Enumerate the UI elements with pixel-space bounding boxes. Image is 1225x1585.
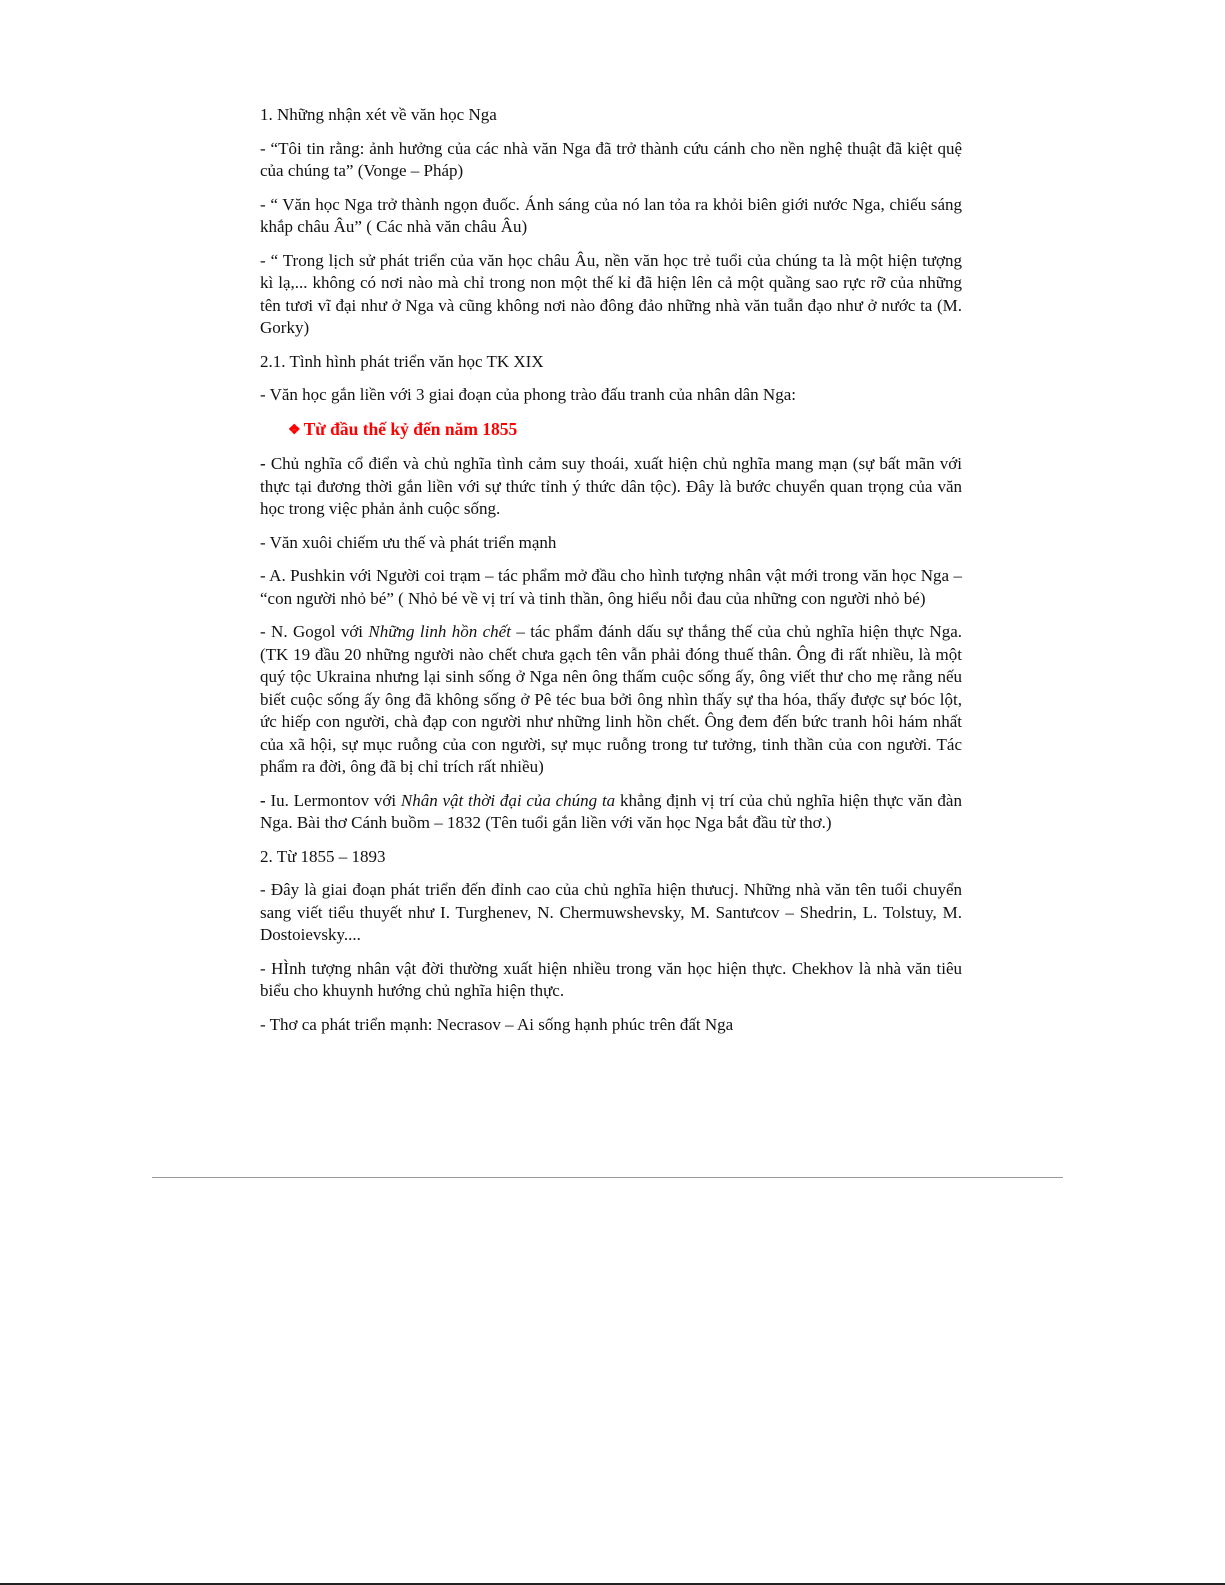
- page-divider: [152, 1177, 1063, 1178]
- paragraph-chekhov: - HÌnh tượng nhân vật đời thường xuất hiện nhiều trong văn học hiện thực. Chekhov là nhà văn tiêu biểu cho khuynh hướng chủ nghĩa hiện thực.: [260, 958, 962, 1000]
- quote-vonge: - “Tôi tin rằng: ảnh hưởng của các nhà văn Nga đã trở thành cứu cánh cho nền nghệ thuật đã kiệt quệ của chúng ta” (Vonge – Pháp): [260, 138, 962, 180]
- bold-dash: -: [260, 454, 266, 473]
- section-heading-2-1: 2.1. Tình hình phát triển văn học TK XIX: [260, 351, 544, 371]
- gogol-work-title: Những linh hồn chết: [368, 622, 511, 641]
- intro-stages: - Văn học gắn liền với 3 giai đoạn của phong trào đấu tranh của nhân dân Nga:: [260, 385, 796, 404]
- paragraph-pushkin: - A. Pushkin với Người coi trạm – tác phẩm mở đầu cho hình tượng nhân vật mới trong văn học Nga – “con người nhỏ bé” ( Nhỏ bé về vị trí và tinh thần, ông hiểu nỗi đau của những con người nhỏ bé): [260, 566, 962, 608]
- paragraph-poetry: - Thơ ca phát triển mạnh: Necrasov – Ai sống hạnh phúc trên đất Nga: [260, 1014, 734, 1034]
- paragraph-classicism: - Chủ nghĩa cổ điển và chủ nghĩa tình cảm suy thoái, xuất hiện chủ nghĩa mang mạn (sự bất mãn với thực tại đương thời gắn liền với sự thức tỉnh ý thức dân tộc). Đây là bước chuyển quan trọng của văn học trong việc phản ảnh cuộc sống.: [260, 454, 962, 518]
- document-body: [260, 104, 962, 1047]
- lermontov-work-title: Nhân vật thời đại của chúng ta: [400, 790, 616, 810]
- section-heading-1: 1. Những nhận xét về văn học Nga: [260, 105, 497, 124]
- period-heading-label: Từ đầu thế kỷ đến năm 1855: [303, 418, 518, 439]
- bold-dash: -: [260, 790, 266, 810]
- period-heading-1855: [288, 418, 962, 443]
- section-heading-2: 2. Từ 1855 – 1893: [260, 846, 386, 866]
- paragraph-prose: - Văn xuôi chiếm ưu thế và phát triển mạnh: [260, 532, 557, 552]
- quote-european-writers: - “ Văn học Nga trở thành ngọn đuốc. Ánh sáng của nó lan tỏa ra khỏi biên giới nước Nga, chiếu sáng khắp châu Âu” ( Các nhà văn châu Âu): [260, 194, 962, 236]
- diamond-bullet-icon: ❖: [288, 422, 301, 438]
- paragraph-realism: - Đây là giai đoạn phát triển đến đỉnh cao của chủ nghĩa hiện thưucj. Những nhà văn tên tuổi chuyển sang viết tiểu thuyết như I. Turghenev, N. Chermuwshevsky, M. Santưcov – Shedrin, L. Tolstuy, M. Dostoievsky....: [260, 880, 962, 944]
- quote-gorky: - “ Trong lịch sử phát triển của văn học châu Âu, nền văn học trẻ tuổi của chúng ta là một hiện tượng kì lạ,... không có nơi nào mà chỉ trong non một thế kỉ đã hiện lên cả một quầng sao rực rỡ của những tên tươi vĩ đại như ở Nga và cũng không nơi nào đông đảo những nhà văn tuẫn đạo như ở nước ta (M. Gorky): [260, 250, 962, 337]
- paragraph-gogol: - N. Gogol với Những linh hồn chết – tác phẩm đánh dấu sự thắng thế của chủ nghĩa hiện thực Nga. (TK 19 đầu 20 những người nào chết chưa gạch tên vẫn phải đóng thuế thân. Ông đi rất nhiều, là một quý tộc Ukraina nhưng lại sinh sống ở Nga nên ông thấm cuộc sống ấy, ông viết thư cho mẹ rằng nếu biết cuộc sống ấy ông đã không sống ở Pê téc bua bởi ông nhìn thấy sự tha hóa, thấy được sự bóc lột, ức hiếp con người, chà đạp con người như những linh hồn chết. Ông đem đến bức tranh hôi hám nhất của xã hội, sự mục ruỗng của con người, sự mục ruỗng trong tư tưởng, tinh thần của con người. Tác phẩm ra đời, ông đã bị chỉ trích rất nhiều): [260, 622, 962, 776]
- paragraph-lermontov: - Iu. Lermontov với Nhân vật thời đại của chúng ta khẳng định vị trí của chủ nghĩa hiện thực văn đàn Nga. Bài thơ Cánh buồm – 1832 (Tên tuổi gắn liền với văn học Nga bắt đầu từ thơ.): [260, 790, 962, 832]
